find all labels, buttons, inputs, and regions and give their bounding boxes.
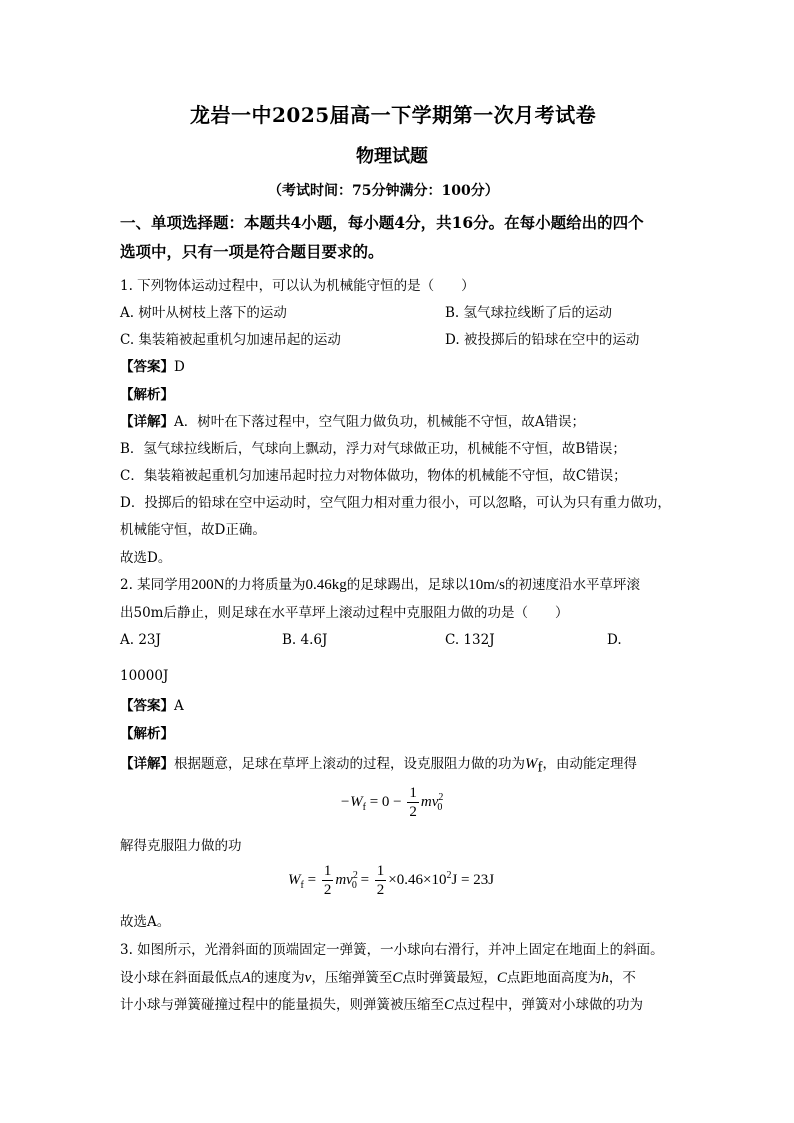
question-2-answer bbox=[120, 694, 184, 714]
eq-term: W bbox=[288, 871, 301, 888]
answer-tag: 【答案】 bbox=[120, 698, 174, 714]
question-1-analysis-tag: 【解析】 bbox=[120, 387, 174, 403]
detail-tag: 【详解】 bbox=[120, 414, 174, 430]
answer-tag: 【答案】 bbox=[120, 359, 174, 375]
exam-info: （考试时间：75分钟满分：100分） bbox=[268, 183, 499, 199]
question-3-line3 bbox=[120, 993, 643, 1014]
equation-kinetic-energy-theorem bbox=[340, 784, 442, 821]
q2-stem-text: 的初速度沿水平草坪滚 bbox=[504, 577, 640, 593]
question-1-detail-line1 bbox=[120, 410, 585, 430]
point-c-label: C bbox=[392, 970, 403, 986]
question-2-detail-line1 bbox=[120, 752, 637, 777]
question-2-option-a: A. 23J bbox=[120, 632, 161, 648]
question-2-stem-line2: 出50m后静止，则足球在水平草坪上滚动过程中克服阻力做的功是（ ） bbox=[120, 605, 569, 621]
point-c-label: C bbox=[496, 970, 507, 986]
answer-value: D bbox=[174, 359, 185, 375]
page-title: 龙岩一中2025届高一下学期第一次月考试卷 bbox=[190, 103, 597, 127]
eq-subscript: f bbox=[362, 801, 366, 813]
eq-numerator: 1 bbox=[376, 863, 385, 879]
q3-text: 点时弹簧最短， bbox=[402, 970, 497, 986]
eq-term: ×0.46×10 bbox=[388, 871, 447, 888]
question-1-option-d: D. 被投掷后的铅球在空中的运动 bbox=[445, 332, 640, 348]
q2-stem-text: 2. 某同学用 bbox=[120, 577, 192, 593]
eq-term: −W bbox=[340, 793, 363, 810]
detail-text: 根据题意，足球在草坪上滚动的过程，设克服阻力做的功为 bbox=[174, 756, 525, 772]
q3-text: 计小球与弹簧碰撞过程中的能量损失，则弹簧被压缩至 bbox=[120, 997, 444, 1013]
work-variable-subscript: f bbox=[537, 759, 543, 776]
detail-tag: 【详解】 bbox=[120, 756, 174, 772]
q3-text: 点过程中，弹簧对小球做的功为 bbox=[454, 997, 644, 1013]
page-subtitle: 物理试题 bbox=[356, 146, 428, 167]
question-2-solve-text: 解得克服阻力做的功 bbox=[120, 838, 242, 854]
work-variable: W bbox=[525, 756, 538, 772]
question-2-option-b: B. 4.6J bbox=[282, 632, 328, 648]
section-heading-line2: 选项中，只有一项是符合题目要求的。 bbox=[120, 242, 384, 261]
question-2-stem-line1 bbox=[120, 573, 640, 594]
equation-work-result: $W_f$ = $\frac{1}{2}$ $mv^2_0$ = $\frac{1}{2}$ $\times 0.46\times 10^2J = 23J$ bbox=[288, 863, 495, 898]
question-3-line2 bbox=[120, 966, 636, 987]
eq-subscript: 0 bbox=[351, 879, 357, 891]
q3-text: 的速度为 bbox=[250, 970, 305, 986]
question-1-answer bbox=[120, 355, 185, 375]
q2-force-value: 200N bbox=[191, 577, 225, 593]
eq-subscript: f bbox=[300, 879, 304, 891]
eq-superscript: 2 bbox=[438, 791, 444, 803]
detail-text: ，由动能定理得 bbox=[542, 756, 637, 772]
question-1-conclusion: 故选D。 bbox=[120, 550, 172, 566]
q2-speed-value: 10m/s bbox=[468, 577, 505, 593]
section-heading-line1: 一、单项选择题：本题共4小题，每小题4分，共16分。在每小题给出的四个 bbox=[120, 213, 644, 232]
q2-mass-value: 0.46kg bbox=[305, 577, 347, 593]
eq-denominator: 2 bbox=[323, 882, 332, 898]
question-1-stem: 1. 下列物体运动过程中，可以认为机械能守恒的是（ ） bbox=[120, 278, 475, 294]
question-1-option-c: C. 集装箱被起重机匀加速吊起的运动 bbox=[120, 332, 341, 348]
eq-numerator: 1 bbox=[323, 863, 332, 879]
question-1-option-b: B. 氢气球拉线断了后的运动 bbox=[445, 305, 613, 321]
question-1-detail-line2: B．氢气球拉线断后，气球向上飘动，浮力对气球做正功，机械能不守恒，故B错误； bbox=[120, 441, 626, 457]
q3-text: 点距地面高度为 bbox=[506, 970, 602, 986]
eq-result: J = 23J bbox=[451, 871, 495, 888]
question-1-detail-line5: 机械能守恒，故D正确。 bbox=[120, 522, 266, 538]
q3-text: 设小球在斜面最低点 bbox=[120, 970, 242, 986]
eq-denominator: 2 bbox=[409, 804, 417, 820]
eq-term: = 0 − bbox=[365, 793, 406, 810]
eq-term: mv bbox=[335, 871, 353, 888]
eq-fraction bbox=[375, 862, 387, 899]
q3-text: ，压缩弹簧至 bbox=[311, 970, 393, 986]
detail-text: A．树叶在下落过程中，空气阻力做负功，机械能不守恒，故A错误； bbox=[174, 414, 585, 430]
height-symbol: h bbox=[601, 970, 609, 986]
answer-value: A bbox=[174, 698, 184, 714]
eq-numerator: 1 bbox=[409, 785, 417, 801]
question-1-detail-line3: C．集装箱被起重机匀加速吊起时拉力对物体做功，物体的机械能不守恒，故C错误； bbox=[120, 468, 627, 484]
question-3-line1: 3. 如图所示，光滑斜面的顶端固定一弹簧，一小球向右滑行，并冲上固定在地面上的斜面。 bbox=[120, 942, 664, 958]
q2-stem-text: 的力将质量为 bbox=[224, 577, 306, 593]
eq-fraction bbox=[322, 862, 334, 899]
question-2-option-c: C. 132J bbox=[445, 632, 495, 648]
point-a-label: A bbox=[241, 970, 251, 986]
eq-term: mv bbox=[420, 793, 439, 810]
velocity-symbol: v bbox=[304, 970, 312, 986]
point-c-label: C bbox=[444, 997, 455, 1013]
question-2-option-d-value: 10000J bbox=[120, 668, 169, 684]
question-1-option-a: A. 树叶从树枝上落下的运动 bbox=[120, 305, 287, 321]
eq-denominator: 2 bbox=[376, 882, 385, 898]
eq-fraction bbox=[407, 784, 419, 821]
eq-superscript: 2 bbox=[446, 869, 452, 881]
eq-subscript: 0 bbox=[437, 801, 443, 813]
question-2-conclusion: 故选A。 bbox=[120, 914, 171, 930]
question-1-detail-line4: D．投掷后的铅球在空中运动时，空气阻力相对重力很小，可以忽略，可认为只有重力做功， bbox=[120, 495, 671, 511]
eq-superscript: 2 bbox=[352, 869, 358, 881]
q3-text: ，不 bbox=[608, 970, 636, 986]
q2-stem-text: 的足球踢出，足球以 bbox=[346, 577, 469, 593]
question-2-analysis-tag: 【解析】 bbox=[120, 726, 174, 742]
question-2-option-d: D. bbox=[607, 632, 622, 648]
